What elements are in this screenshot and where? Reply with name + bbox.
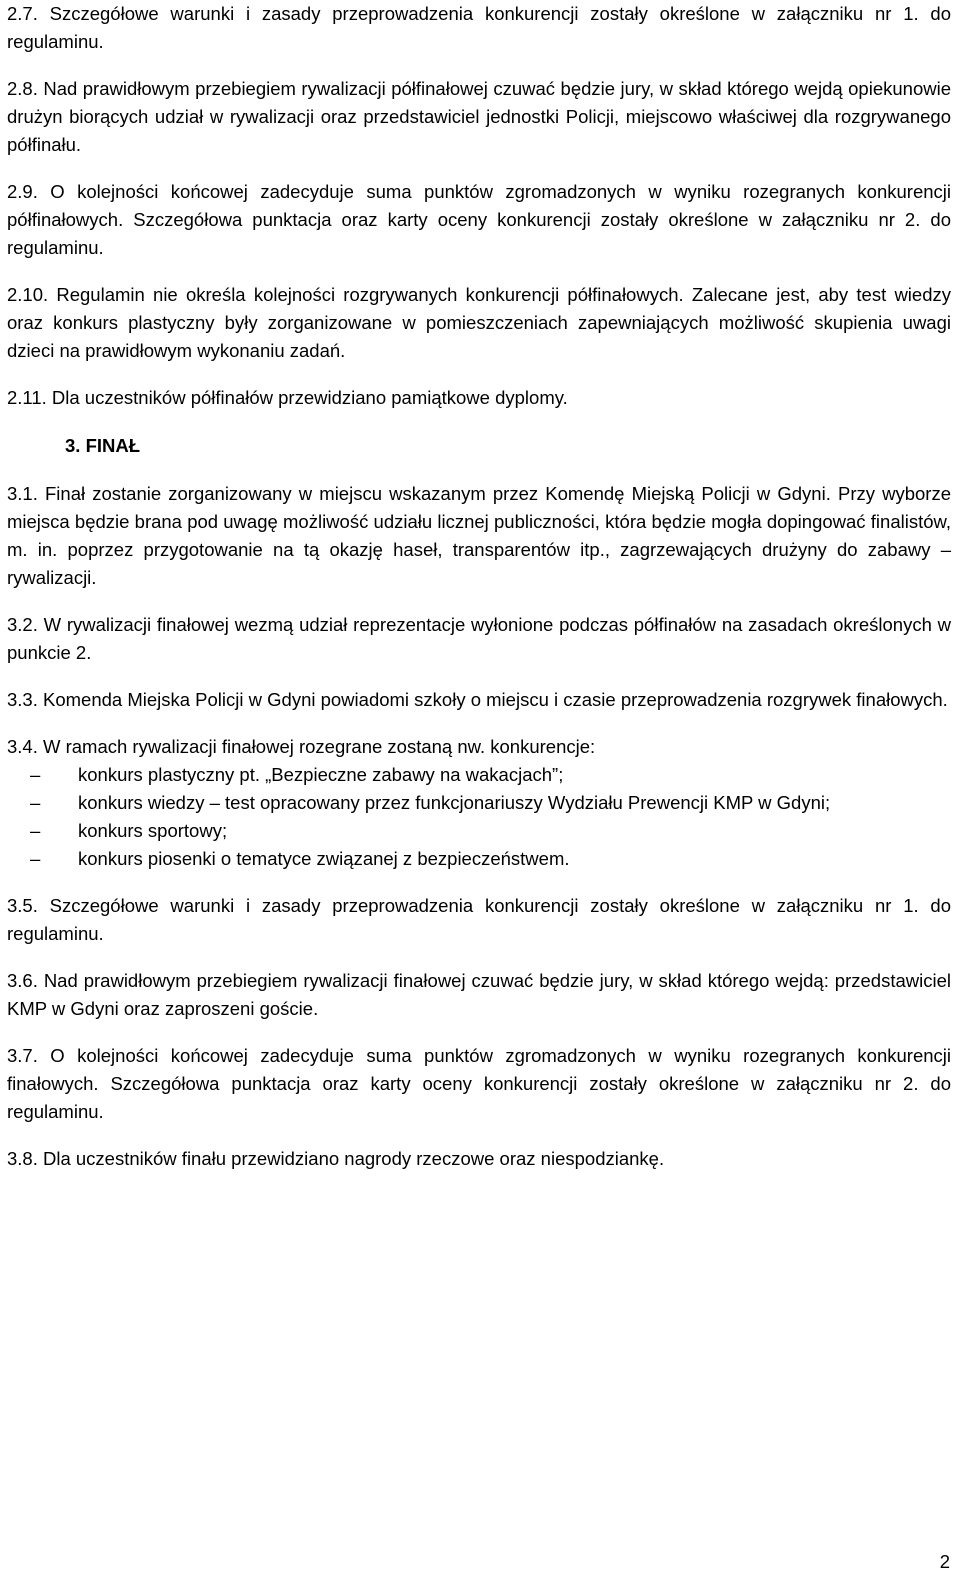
paragraph-3-8: 3.8. Dla uczestników finału przewidziano nagrody rzeczowe oraz niespodziankę. — [7, 1148, 665, 1169]
paragraph-3-5: 3.5. Szczegółowe warunki i zasady przeprowadzenia konkurencji zostały określone w załączniku nr 1. do regulaminu. — [7, 895, 951, 944]
list-item-text: konkurs plastyczny pt. „Bezpieczne zabawy na wakacjach”; — [78, 764, 564, 785]
dash-bullet: – — [30, 848, 41, 869]
paragraph-2-9: 2.9. O kolejności końcowej zadecyduje suma punktów zgromadzonych w wyniku rozegranych konkurencji półfinałowych. Szczegółowa punktacja oraz karty oceny konkurencji zostały określone w załączniku nr 2. do regulaminu. — [7, 181, 951, 258]
paragraph-3-4: 3.4. W ramach rywalizacji finałowej rozegrane zostaną nw. konkurencje: — [7, 736, 596, 757]
paragraph-3-3: 3.3. Komenda Miejska Policji w Gdyni powiadomi szkoły o miejscu i czasie przeprowadzenia rozgrywek finałowych. — [7, 689, 948, 710]
section-heading-final: 3. FINAŁ — [65, 435, 141, 456]
dash-bullet: – — [30, 792, 41, 813]
list-item — [7, 761, 951, 789]
paragraph-3-6: 3.6. Nad prawidłowym przebiegiem rywalizacji finałowej czuwać będzie jury, w skład którego wejdą: przedstawiciel KMP w Gdyni oraz zaproszeni goście. — [7, 970, 951, 1019]
list-item — [7, 789, 951, 817]
dash-bullet: – — [30, 820, 41, 841]
paragraph-3-1: 3.1. Finał zostanie zorganizowany w miejscu wskazanym przez Komendę Miejską Policji w Gdyni. Przy wyborze miejsca będzie brana pod uwagę możliwość udziału licznej publiczności, która będzie mogła dopingować finalistów, m. in. poprzez przygotowanie na tą okazję haseł, transparentów itp., zagrzewających drużyny do zabawy – rywalizacji. — [7, 483, 951, 588]
paragraph-2-10: 2.10. Regulamin nie określa kolejności rozgrywanych konkurencji półfinałowych. Zalecane jest, aby test wiedzy oraz konkurs plastyczny były zorganizowane w pomieszczeniach zapewniających możliwość skupienia uwagi dzieci na prawidłowym wykonaniu zadań. — [7, 284, 951, 361]
document-page — [7, 0, 951, 1173]
list-item-text: konkurs sportowy; — [78, 820, 228, 841]
paragraph-2-8: 2.8. Nad prawidłowym przebiegiem rywalizacji półfinałowej czuwać będzie jury, w skład którego wejdą opiekunowie drużyn biorących udział w rywalizacji oraz przedstawiciel jednostki Policji, miejscowo właściwej dla rozgrywanego półfinału. — [7, 78, 951, 155]
dash-bullet: – — [30, 764, 41, 785]
paragraph-2-7: 2.7. Szczegółowe warunki i zasady przeprowadzenia konkurencji zostały określone w załączniku nr 1. do regulaminu. — [7, 3, 951, 52]
list-item — [7, 845, 951, 873]
paragraph-2-11: 2.11. Dla uczestników półfinałów przewidziano pamiątkowe dyplomy. — [7, 387, 568, 408]
list-item-text: konkurs wiedzy – test opracowany przez funkcjonariuszy Wydziału Prewencji KMP w Gdyni; — [78, 792, 831, 813]
list-item — [7, 817, 951, 845]
paragraph-3-2: 3.2. W rywalizacji finałowej wezmą udział reprezentacje wyłonione podczas półfinałów na zasadach określonych w punkcie 2. — [7, 614, 951, 663]
page-number: 2 — [939, 1551, 950, 1572]
list-item-text: konkurs piosenki o tematyce związanej z bezpieczeństwem. — [78, 848, 570, 869]
competition-list — [7, 761, 951, 873]
paragraph-3-7: 3.7. O kolejności końcowej zadecyduje suma punktów zgromadzonych w wyniku rozegranych konkurencji finałowych. Szczegółowa punktacja oraz karty oceny konkurencji zostały określone w załączniku nr 2. do regulaminu. — [7, 1045, 951, 1122]
